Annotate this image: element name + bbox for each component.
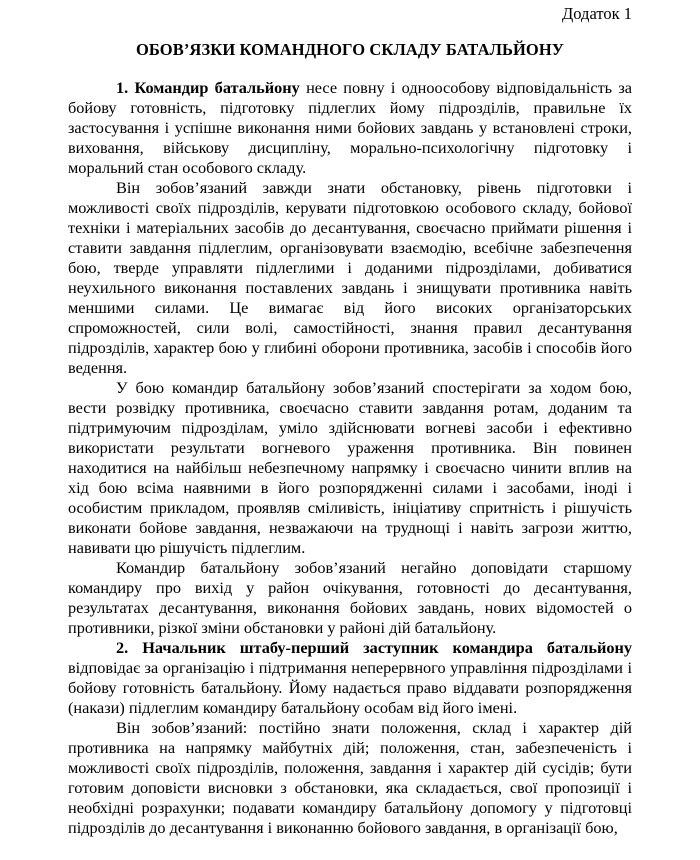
paragraph-commander-duties: Він зобов’язаний завжди знати обстановку, рівень підготовки і можливості своїх підрозділів, керувати підготовкою особового складу, бойової техніки і матеріальних засобів до десантування, своєчасно приймати рішення і ставити завдання підлеглим, організовувати взаємодію, всебічне забезпечення бою, тверде управляти підлеглими і доданими підрозділами, добиватися неухильного виконання поставлених завдань і знищувати противника навіть меншими силами. Це вимагає від його високих організаторських спроможностей, сили волі, самостійності, знання правил десантування підрозділів, характер бою у глибині оборони противника, засобів і способів його ведення.	[68, 178, 632, 377]
paragraph-text: несе повну і одноособову відповідальність за бойову готовність, підготовку підлеглих йому підрозділів, правильне їх застосування і успішне виконання ними бойових завдань у встановлені строки, виховання, військову дисципліну, морально-психологічну підготовку і моральний стан особового складу.	[68, 78, 632, 177]
paragraph-commander-intro	[68, 78, 632, 178]
paragraph-text: відповідає за організацію і підтримання неперервного управління підрозділами і бойову готовність батальйону. Йому надається право віддавати розпорядження (накази) підлеглим командиру батальйону особам від його імені.	[68, 658, 632, 717]
document-body	[68, 78, 632, 838]
section-heading-chief-of-staff: 2. Начальник штабу-перший заступник командира батальйону	[116, 638, 632, 657]
appendix-label: Додаток 1	[562, 4, 632, 23]
document-title: ОБОВ’ЯЗКИ КОМАНДНОГО СКЛАДУ БАТАЛЬЙОНУ	[135, 40, 565, 59]
section-heading-commander: 1. Командир батальйону	[116, 78, 300, 97]
paragraph-chief-of-staff-intro	[68, 638, 632, 718]
paragraph-commander-reporting: Командир батальйону зобов’язаний негайно доповідати старшому командиру про вихід у район очікування, готовності до десантування, результатах десантування, виконання бойових завдань, нових відомостей о противники, різкої зміни обстановки у районі дій батальйону.	[68, 558, 632, 637]
paragraph-commander-in-battle: У бою командир батальйону зобов’язаний спостерігати за ходом бою, вести розвідку противника, своєчасно ставити завдання ротам, доданим та підтримуючим підрозділам, уміло здійснювати вогневі засоби і ефективно використати результати вогневого ураження противника. Він повинен находитися на найбільш небезпечному напрямку і своєчасно чинити вплив на хід бою всіма наявними в його розпорядженні силами і засобами, іноді і особистим прикладом, проявляв сміливість, ініціативу спритність і рішучість виконати бойове завдання, незважаючи на труднощі і навіть загрози життю, навивати цю рішучість підлеглим.	[68, 378, 632, 557]
paragraph-chief-of-staff-duties: Він зобов’язаний: постійно знати положення, склад і характер дій противника на напрямку майбутніх дій; положення, стан, забезпеченість і можливості своїх підрозділів, положення, завдання і характер дій сусідів; бути готовим доповісти висновки з обстановки, яка складається, свої пропозиції і необхідні розрахунки; подавати командиру батальйону допомогу у підготовці підрозділів до десантування і виконанню бойового завдання, в організації бою,	[68, 718, 632, 837]
